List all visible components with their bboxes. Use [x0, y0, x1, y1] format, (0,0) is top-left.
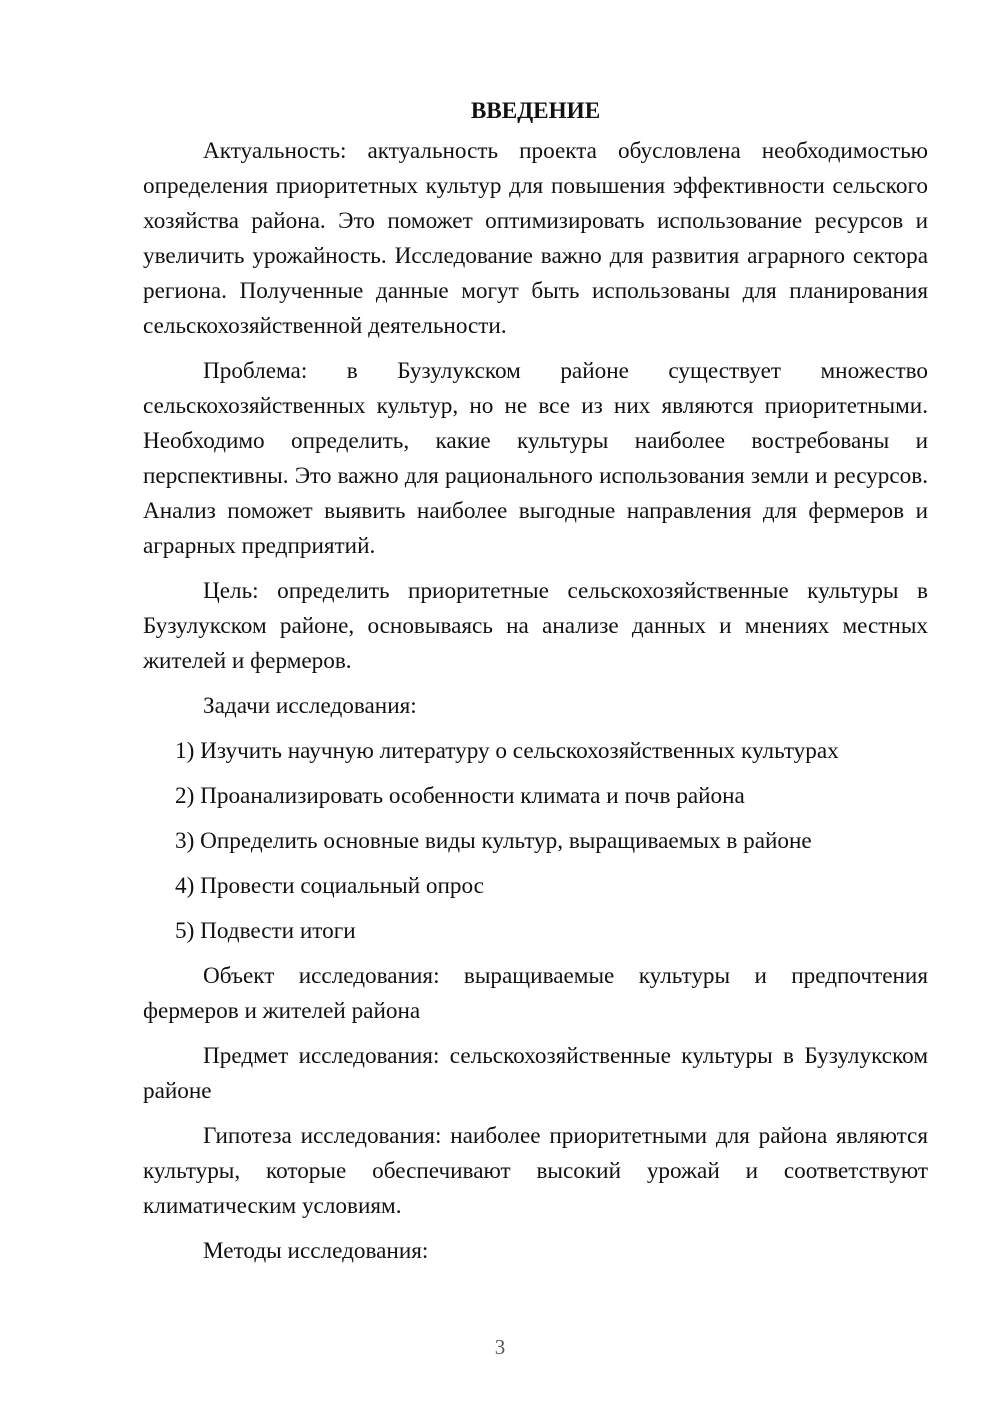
section-heading: ВВЕДЕНИЕ: [470, 98, 601, 124]
page-number: 3: [494, 1335, 506, 1359]
relevance-paragraph: Актуальность: актуальность проекта обусловлена необходимостью определения приоритетных культур для повышения эффективности сельского хозяйства района. Это поможет оптимизировать использование ресурсов и увеличить урожайность. Исследование важно для развития аграрного сектора региона. Полученные данные могут быть использованы для планирования сельскохозяйственной деятельности.: [143, 138, 928, 339]
task-item: 2) Проанализировать особенности климата и почв района: [175, 783, 745, 809]
document-body: [143, 96, 928, 1279]
hypothesis-paragraph: Гипотеза исследования: наиболее приоритетными для района являются культуры, которые обеспечивают высокий урожай и соответствуют климатическим условиям.: [143, 1123, 928, 1219]
task-item: 4) Провести социальный опрос: [175, 873, 484, 899]
subject-paragraph: Предмет исследования: сельскохозяйственные культуры в Бузулукском районе: [143, 1043, 928, 1104]
tasks-title: Задачи исследования:: [203, 693, 417, 719]
task-item: 3) Определить основные виды культур, выращиваемых в районе: [175, 828, 812, 854]
task-item: 5) Подвести итоги: [175, 918, 356, 944]
tasks-list: [143, 734, 928, 949]
goal-paragraph: Цель: определить приоритетные сельскохозяйственные культуры в Бузулукском районе, основываясь на анализе данных и мнениях местных жителей и фермеров.: [143, 578, 928, 674]
problem-paragraph: Проблема: в Бузулукском районе существует множество сельскохозяйственных культур, но не все из них являются приоритетными. Необходимо определить, какие культуры наиболее востребованы и перспективны. Это важно для рационального использования земли и ресурсов. Анализ поможет выявить наиболее выгодные направления для фермеров и аграрных предприятий.: [143, 358, 928, 559]
task-item: 1) Изучить научную литературу о сельскохозяйственных культурах: [175, 738, 839, 764]
methods-title: Методы исследования:: [203, 1238, 429, 1264]
object-paragraph: Объект исследования: выращиваемые культуры и предпочтения фермеров и жителей района: [143, 963, 928, 1024]
